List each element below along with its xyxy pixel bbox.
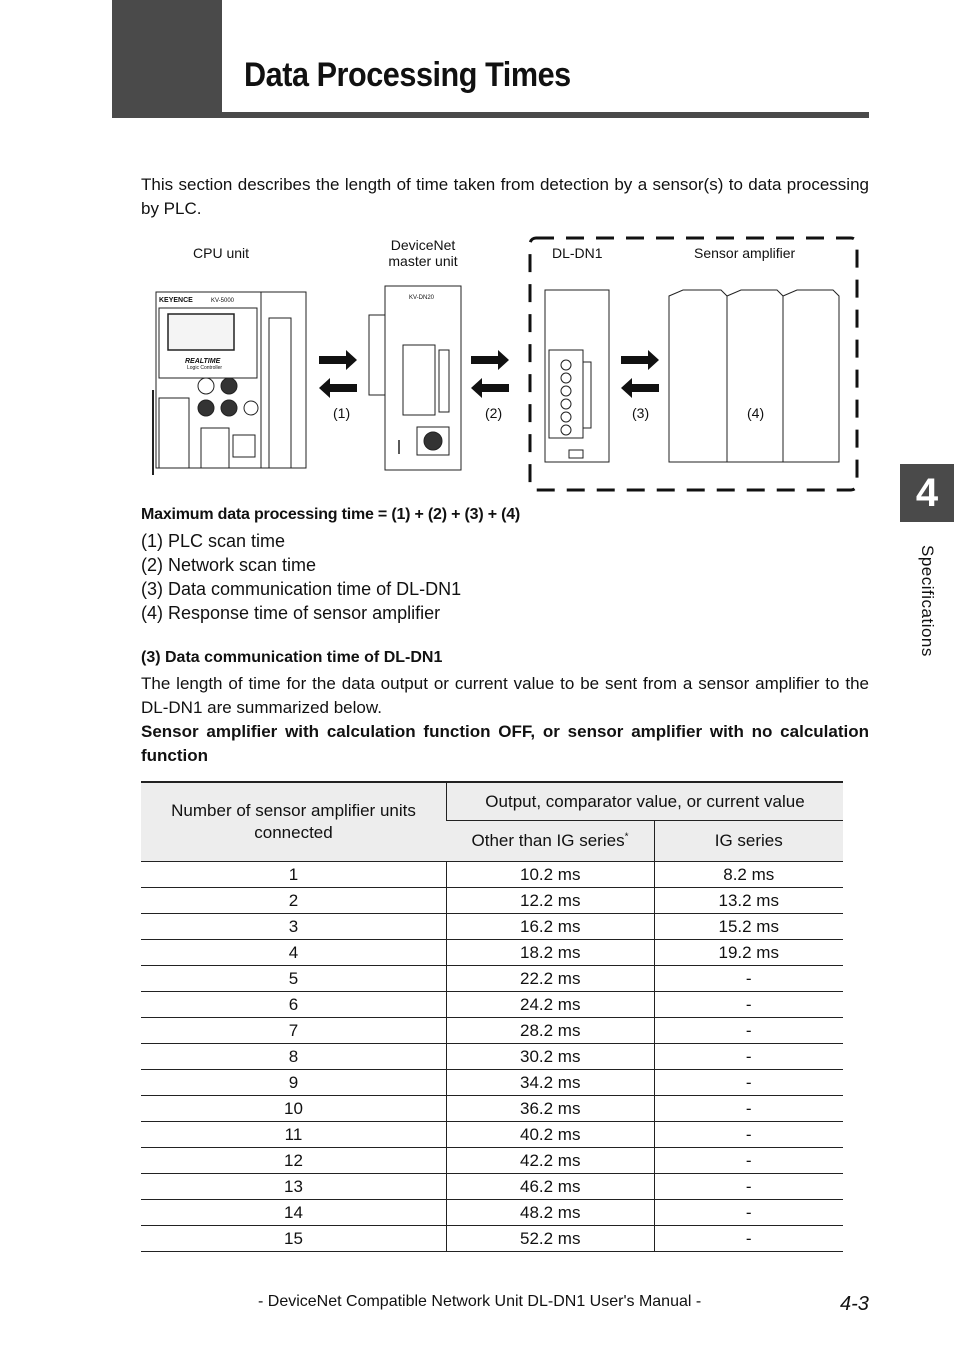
table-row — [141, 1200, 843, 1226]
col-header-group: Output, comparator value, or current value — [447, 782, 844, 821]
cell-ig: - — [654, 1148, 843, 1174]
dldn1-unit-drawing — [545, 290, 609, 462]
timing-table — [141, 781, 843, 1252]
table-row — [141, 940, 843, 966]
sensor-amplifier-label: Sensor amplifier — [694, 245, 796, 261]
cell-ig: - — [654, 1226, 843, 1252]
cell-units: 4 — [141, 940, 447, 966]
cell-units: 13 — [141, 1174, 447, 1200]
list-item: (2) Network scan time — [141, 555, 317, 575]
system-diagram — [141, 230, 869, 500]
cpu-logic-text: Logic Controller — [187, 365, 223, 371]
cell-other-ig: 40.2 ms — [447, 1122, 655, 1148]
cell-ig: - — [654, 1044, 843, 1070]
cell-units: 9 — [141, 1070, 447, 1096]
cell-other-ig: 34.2 ms — [447, 1070, 655, 1096]
master-label-line1: DeviceNet — [390, 237, 456, 253]
cell-other-ig: 48.2 ms — [447, 1200, 655, 1226]
cell-ig: - — [654, 1200, 843, 1226]
table-row — [141, 1174, 843, 1200]
col-header-other — [447, 821, 655, 862]
table-row — [141, 1122, 843, 1148]
table-row — [141, 992, 843, 1018]
cell-other-ig: 16.2 ms — [447, 914, 655, 940]
label-n2: (2) — [485, 405, 503, 421]
cpu-unit-label: CPU unit — [193, 245, 250, 261]
section-paragraph: The length of time for the data output or current value to be sent from a sensor amplifier to the DL-DN1 are summarized below. — [141, 674, 869, 717]
cell-other-ig: 12.2 ms — [447, 888, 655, 914]
cell-units: 8 — [141, 1044, 447, 1070]
header-rule — [112, 112, 869, 118]
section-bold-paragraph: Sensor amplifier with calculation function OFF, or sensor amplifier with no calculation function — [141, 722, 869, 765]
table-row — [141, 914, 843, 940]
table-row — [141, 1044, 843, 1070]
col-header-other-text: Other than IG series — [471, 831, 625, 850]
cell-ig: - — [654, 1122, 843, 1148]
cell-other-ig: 36.2 ms — [447, 1096, 655, 1122]
component-list — [141, 529, 461, 625]
label-n3: (3) — [632, 405, 650, 421]
cell-units: 15 — [141, 1226, 447, 1252]
master-unit-label — [381, 237, 465, 269]
cell-units: 2 — [141, 888, 447, 914]
dldn1-label: DL-DN1 — [552, 245, 603, 261]
cell-units: 5 — [141, 966, 447, 992]
cell-ig: - — [654, 1018, 843, 1044]
col-header-ig: IG series — [654, 821, 843, 862]
cell-ig: 19.2 ms — [654, 940, 843, 966]
cpu-realtime-text: REALTIME — [185, 358, 221, 365]
cell-units: 1 — [141, 862, 447, 888]
table-row — [141, 1148, 843, 1174]
cell-ig: 13.2 ms — [654, 888, 843, 914]
cell-other-ig: 28.2 ms — [447, 1018, 655, 1044]
cell-other-ig: 42.2 ms — [447, 1148, 655, 1174]
table-row — [141, 966, 843, 992]
cell-ig: - — [654, 966, 843, 992]
cell-other-ig: 22.2 ms — [447, 966, 655, 992]
cell-ig: 8.2 ms — [654, 862, 843, 888]
label-n1: (1) — [333, 405, 351, 421]
list-item: (4) Response time of sensor amplifier — [141, 603, 441, 623]
cell-units: 14 — [141, 1200, 447, 1226]
cell-ig: 15.2 ms — [654, 914, 843, 940]
formula: Maximum data processing time = (1) + (2) + (3) + (4) — [141, 506, 521, 523]
page-title: Data Processing Times — [244, 56, 571, 94]
cell-units: 6 — [141, 992, 447, 1018]
intro-paragraph: This section describes the length of time taken from detection by a sensor(s) to data processing by PLC. — [141, 175, 869, 218]
cell-units: 10 — [141, 1096, 447, 1122]
cell-ig: - — [654, 1096, 843, 1122]
cell-units: 7 — [141, 1018, 447, 1044]
list-item: (3) Data communication time of DL-DN1 — [141, 579, 462, 599]
col-header-other-sup: * — [624, 831, 629, 843]
cell-other-ig: 10.2 ms — [447, 862, 655, 888]
label-n4: (4) — [747, 405, 765, 421]
cell-units: 3 — [141, 914, 447, 940]
diagram-drawing — [141, 230, 869, 500]
header-block — [112, 0, 222, 118]
master-label-line2: master unit — [388, 253, 458, 269]
cell-ig: - — [654, 992, 843, 1018]
table-row — [141, 888, 843, 914]
footer-text: - DeviceNet Compatible Network Unit DL-DN1 User's Manual - — [258, 1293, 702, 1310]
cell-ig: - — [654, 1070, 843, 1096]
table-row — [141, 1070, 843, 1096]
cpu-brand-text: KEYENCE — [159, 297, 193, 304]
cell-ig: - — [654, 1174, 843, 1200]
cell-units: 12 — [141, 1148, 447, 1174]
page-number: 4-3 — [840, 1293, 869, 1315]
chapter-label: Specifications — [918, 545, 937, 657]
col-header-units: Number of sensor amplifier units connected — [141, 782, 447, 862]
section-heading: (3) Data communication time of DL-DN1 — [141, 649, 443, 666]
cpu-unit-drawing — [153, 292, 306, 475]
master-unit-drawing — [369, 286, 461, 470]
table-row — [141, 1226, 843, 1252]
cell-other-ig: 24.2 ms — [447, 992, 655, 1018]
cell-other-ig: 18.2 ms — [447, 940, 655, 966]
table-body — [141, 862, 843, 1252]
cell-other-ig: 46.2 ms — [447, 1174, 655, 1200]
cell-other-ig: 52.2 ms — [447, 1226, 655, 1252]
cell-other-ig: 30.2 ms — [447, 1044, 655, 1070]
cpu-model-text: KV-5000 — [211, 298, 235, 304]
sensor-amplifier-drawing — [669, 290, 839, 462]
list-item: (1) PLC scan time — [141, 531, 286, 551]
table-row — [141, 1096, 843, 1122]
cell-units: 11 — [141, 1122, 447, 1148]
table-row — [141, 862, 843, 888]
chapter-tab: 4 — [900, 464, 954, 522]
table-row — [141, 1018, 843, 1044]
master-model-text: KV-DN20 — [409, 295, 435, 301]
